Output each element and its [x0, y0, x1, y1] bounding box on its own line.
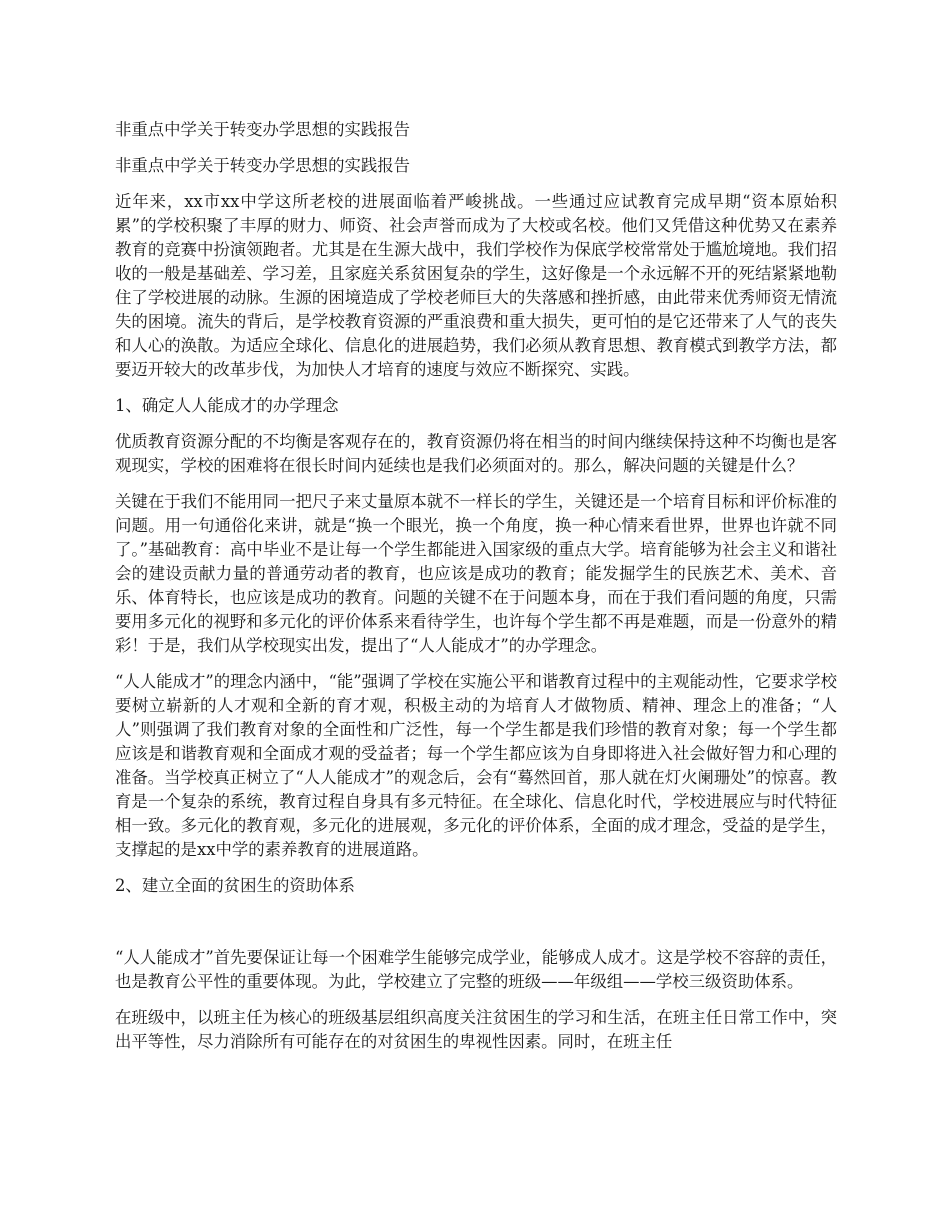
paragraph-3: “人人能成才”的理念内涵中，“能”强调了学校在实施公平和谐教育过程中的主观能动性，它要求学校要树立崭新的人才观和全新的育才观，积极主动的为培育人才做物质、精神、理念上的准备；“人人”则强调了我们教育对象的全面性和广泛性，每一个学生都是我们珍惜的教育对象；每一个学生都应该是和谐教育观和全面成才观的受益者；每一个学生都应该为自身即将进入社会做好智力和心理的准备。当学校真正树立了“人人能成才”的观念后，会有“蓦然回首，那人就在灯火阑珊处”的惊喜。教育是一个复杂的系统，教育过程自身具有多元特征。在全球化、信息化时代，学校进展应与时代特征相一致。多元化的教育观，多元化的进展观，多元化的评价体系，全面的成才理念，受益的是学生，支撑起的是xx中学的素养教育的进展道路。	[115, 672, 837, 859]
section-heading-2: 2、建立全面的贫困生的资助体系	[115, 876, 355, 895]
blank-gap	[115, 910, 837, 946]
document-subtitle: 非重点中学关于转变办学思想的实践报告	[115, 156, 411, 175]
intro-paragraph: 近年来，xx市xx中学这所老校的进展面临着严峻挑战。一些通过应试教育完成早期“资本原始积累”的学校积聚了丰厚的财力、师资、社会声誉而成为了大校或名校。他们又凭借这种优势又在素养教育的竞赛中扮演领跑者。尤其是在生源大战中，我们学校作为保底学校常常处于尴尬境地。我们招收的一般是基础差、学习差，且家庭关系贫困复杂的学生，这好像是一个永远解不开的死结紧紧地勒住了学校进展的动脉。生源的困境造成了学校老师巨大的失落感和挫折感，由此带来优秀师资无情流失的困境。流失的背后，是学校教育资源的严重浪费和重大损失，更可怕的是它还带来了人气的丧失和人心的涣散。为适应全球化、信息化的进展趋势，我们必须从教育思想、教育模式到教学方法，都要迈开较大的改革步伐，为加快人才培育的速度与效应不断探究、实践。	[115, 192, 837, 379]
paragraph-2: 关键在于我们不能用同一把尺子来丈量原本就不一样长的学生，关键还是一个培育目标和评价标准的问题。用一句通俗化来讲，就是“换一个眼光，换一个角度，换一种心情来看世界，世界也许就不同了。”基础教育：高中毕业不是让每一个学生都能进入国家级的重点大学。培育能够为社会主义和谐社会的建设贡献力量的普通劳动者的教育，也应该是成功的教育；能发掘学生的民族艺术、美术、音乐、体育特长，也应该是成功的教育。问题的关键不在于问题本身，而在于我们看问题的角度，只需要用多元化的视野和多元化的评价体系来看待学生，也许每个学生都不再是难题，而是一份意外的精彩！于是，我们从学校现实出发，提出了“人人能成才”的办学理念。	[115, 492, 837, 655]
paragraph-1: 优质教育资源分配的不均衡是客观存在的，教育资源仍将在相当的时间内继续保持这种不均衡也是客观现实，学校的困难将在很长时间内延续也是我们必须面对的。那么，解决问题的关键是什么？	[115, 432, 837, 475]
document-body	[115, 118, 837, 1066]
document-title: 非重点中学关于转变办学思想的实践报告	[115, 120, 411, 139]
paragraph-5: 在班级中，以班主任为核心的班级基层组织高度关注贫困生的学习和生活，在班主任日常工作中，突出平等性，尽力消除所有可能存在的对贫困生的卑视性因素。同时，在班主任	[115, 1008, 837, 1051]
section-heading-1: 1、确定人人能成才的办学理念	[115, 396, 339, 415]
paragraph-4: “人人能成才”首先要保证让每一个困难学生能够完成学业，能够成人成才。这是学校不容辞的责任，也是教育公平性的重要体现。为此，学校建立了完整的班级——年级组——学校三级资助体系。	[115, 948, 837, 991]
